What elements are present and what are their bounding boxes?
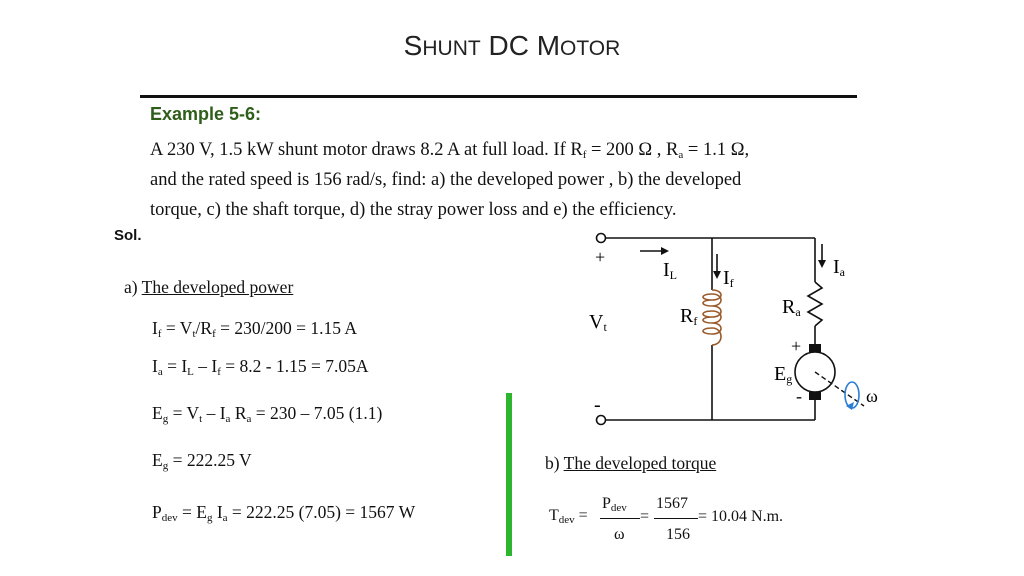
problem-line-3: torque, c) the shaft torque, d) the stray power loss and e) the efficiency. xyxy=(150,200,677,220)
equation-back-emf-result: $E_g = 222.25$ V xyxy=(152,450,252,472)
part-b-heading: b) The developed torque xyxy=(545,453,717,473)
fraction-denominator-156: 156 xyxy=(666,526,690,543)
fraction-numerator-pdev: $P_{dev}$ xyxy=(602,495,627,514)
ia-label: Ia xyxy=(833,256,845,279)
ia-arrowhead xyxy=(818,260,826,268)
il-arrowhead xyxy=(661,247,669,255)
if-label: If xyxy=(723,267,734,290)
omega-label: ω xyxy=(866,386,878,406)
fraction-numerator-1567: 1567 xyxy=(656,495,688,512)
equation-armature-current: $I_a = I_L - I_f = 8.2 - 1.15 = 7.05A$ xyxy=(152,356,369,378)
slide-title: SHUNT DC MOTOR xyxy=(403,30,621,61)
torque-result: = 10.04 N.m. xyxy=(698,508,784,525)
fraction-denominator-omega: ω xyxy=(614,526,625,543)
il-label: IL xyxy=(663,259,678,282)
eg-label: Eg xyxy=(774,363,793,386)
top-terminal xyxy=(597,234,606,243)
example-heading: Example 5-6: xyxy=(150,104,262,124)
part-a-heading: a) The developed power xyxy=(124,277,294,297)
field-winding-coil xyxy=(703,290,721,345)
rf-label: Rf xyxy=(680,305,698,328)
equation-field-current: $I_f = V_t/R_f = 230/200 = 1.15$ A xyxy=(152,318,358,340)
equation-back-emf: $E_g = V_t - I_a$ $R_a = 230 - 7.05$ (1.1) xyxy=(152,403,383,425)
equation-developed-power: $P_{dev} = E_g$ $I_a = 222.25$ (7.05) = 1567 W xyxy=(152,502,416,524)
bottom-terminal xyxy=(597,416,606,425)
fraction-equals-1: = xyxy=(640,508,650,525)
plus-motor-label: + xyxy=(791,336,802,356)
armature-resistor xyxy=(808,282,822,326)
problem-line-1: A 230 V, 1.5 kW shunt motor draws 8.2 A at full load. If $R_f = 200$ Ω , $R_a = 1.1$ Ω, xyxy=(150,140,750,161)
solution-label: Sol. xyxy=(114,227,142,244)
problem-line-2: and the rated speed is 156 rad/s, find: a) the developed power , b) the developed xyxy=(150,170,742,190)
minus-motor-label: - xyxy=(796,386,802,406)
torque-lhs: $T_{dev}$ = xyxy=(549,507,588,526)
plus-top-label: + xyxy=(595,247,606,267)
if-arrowhead xyxy=(713,271,721,279)
ra-label: Ra xyxy=(782,296,801,319)
minus-bottom-label: - xyxy=(594,394,601,416)
vt-label: Vt xyxy=(589,311,607,334)
